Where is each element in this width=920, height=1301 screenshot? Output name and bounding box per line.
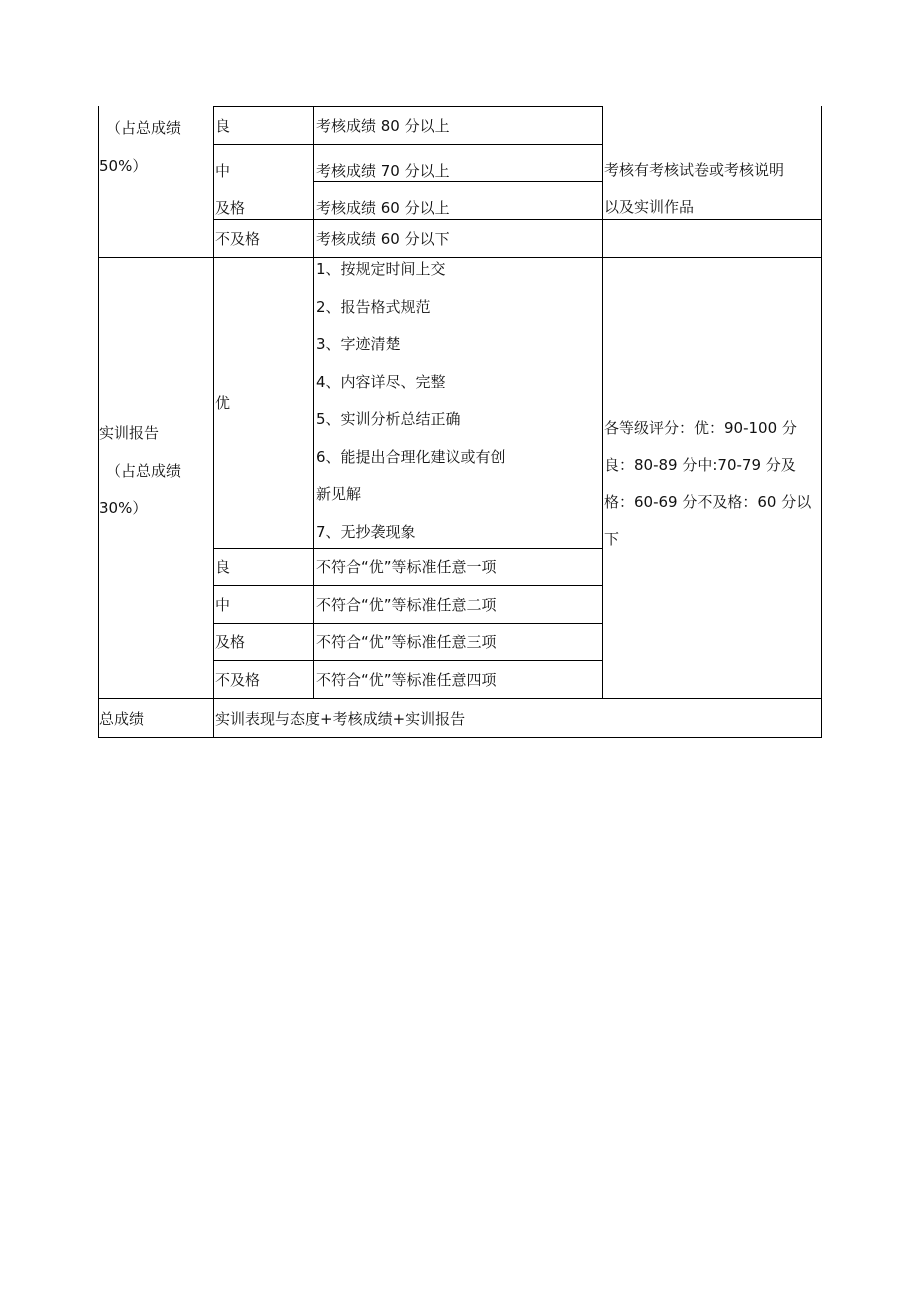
criteria-text: 不符合“优”等标准任意三项	[316, 633, 497, 651]
grading-scale: 各等级评分：优：90-100 分	[604, 419, 797, 437]
grade-label: 不及格	[215, 230, 261, 248]
rule	[213, 548, 603, 549]
criteria-item: 4、内容详尽、完整	[316, 373, 446, 391]
criteria-item: 5、实训分析总结正确	[316, 410, 461, 428]
grading-scale: 下	[604, 530, 620, 548]
criteria-text: 不符合“优”等标准任意四项	[316, 671, 497, 689]
rule	[213, 106, 603, 107]
criteria-item: 2、报告格式规范	[316, 298, 431, 316]
criteria-text: 不符合“优”等标准任意一项	[316, 558, 497, 576]
criteria-item: 7、无抄袭现象	[316, 523, 416, 541]
criteria-text: 不符合“优”等标准任意二项	[316, 596, 497, 614]
rule	[98, 257, 822, 258]
criteria-text: 考核成绩 80 分以上	[316, 117, 450, 135]
grade-label: 中	[215, 596, 231, 614]
report-weight-label: （占总成绩	[106, 462, 182, 480]
grading-scale: 良：80-89 分中:70-79 分及	[604, 456, 796, 474]
exam-note: 考核有考核试卷或考核说明	[604, 161, 785, 179]
rule	[213, 106, 214, 738]
total-label: 总成绩	[99, 710, 145, 728]
rule	[213, 660, 603, 661]
rule	[821, 106, 822, 738]
exam-note: 以及实训作品	[604, 198, 695, 216]
rule	[98, 737, 822, 738]
exam-weight-percent: 50%）	[99, 157, 148, 175]
total-formula: 实训表现与态度+考核成绩+实训报告	[215, 710, 466, 728]
grade-label: 中	[215, 162, 231, 180]
exam-weight-label: （占总成绩	[106, 119, 182, 137]
rule	[313, 106, 314, 699]
rule	[213, 623, 603, 624]
report-weight-percent: 30%）	[99, 499, 148, 517]
grading-scale: 格：60-69 分不及格：60 分以	[604, 493, 812, 511]
criteria-item: 6、能提出合理化建议或有创	[316, 448, 506, 466]
grade-label: 及格	[215, 633, 246, 651]
grade-label: 良	[215, 117, 231, 135]
criteria-text: 考核成绩 70 分以上	[316, 162, 450, 180]
criteria-item: 3、字迹清楚	[316, 335, 401, 353]
rule	[313, 181, 603, 182]
grade-label: 优	[215, 394, 231, 412]
rule	[213, 219, 822, 220]
rule	[98, 698, 822, 699]
grade-label: 及格	[215, 199, 246, 217]
rule	[602, 106, 603, 699]
report-title: 实训报告	[99, 424, 160, 442]
criteria-text: 考核成绩 60 分以上	[316, 199, 450, 217]
grade-label: 不及格	[215, 671, 261, 689]
grade-label: 良	[215, 558, 231, 576]
rule	[98, 106, 99, 738]
criteria-text: 考核成绩 60 分以下	[316, 230, 450, 248]
rule	[213, 585, 603, 586]
criteria-item: 1、按规定时间上交	[316, 260, 446, 278]
rule	[213, 144, 603, 145]
criteria-item: 新见解	[316, 485, 362, 503]
